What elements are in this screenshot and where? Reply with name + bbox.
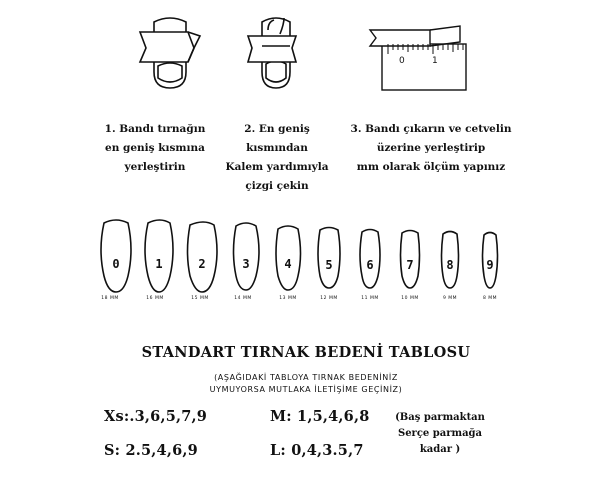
nail-size-label: 0 (112, 257, 120, 271)
size-m: M: 1,5,4,6,8 (270, 408, 370, 425)
nail-width-mm: 10 MM (401, 296, 419, 301)
nail-size-label: 7 (406, 258, 414, 272)
ruler-tick-label: 0 (399, 56, 405, 66)
nail-width-mm: 11 MM (361, 296, 379, 301)
nail-width-mm: 8 MM (482, 296, 498, 301)
nail-size-label: 3 (242, 257, 250, 271)
nail-size-label: 2 (198, 257, 206, 271)
step2-caption: 2. En geniş kısmından Kalem yardımıyla çizgi çekin (225, 123, 329, 192)
nail-size-label: 6 (366, 258, 374, 272)
nail-width-mm: 16 MM (146, 296, 164, 301)
nail-width-mm: 18 MM (101, 296, 119, 301)
note-line-1: (AŞAĞIDAKİ TABLOYA TIRNAK BEDENİNİZ (214, 373, 398, 382)
step1-caption: 1. Bandı tırnağın en geniş kısmına yerleştirin (104, 123, 206, 173)
size-xs: Xs:.3,6,5,7,9 (104, 408, 208, 425)
note-line-2: UYMUYORSA MUTLAKA İLETİŞİME GEÇİNİZ) (209, 385, 403, 394)
nail-size-label: 5 (325, 258, 333, 272)
size-s: S: 2.5,4,6,9 (104, 442, 198, 459)
nail-width-mm: 13 MM (279, 296, 297, 301)
ruler-tick-label: 1 (432, 56, 438, 66)
nail-size-label: 9 (486, 258, 494, 272)
nail-width-mm: 14 MM (234, 296, 252, 301)
nail-width-mm: 12 MM (320, 296, 338, 301)
nail-width-mm: 9 MM (442, 296, 458, 301)
finger-order-note: (Baş parmaktan Serçe parmağa kadar ) (395, 412, 485, 455)
nail-width-mm: 15 MM (191, 296, 209, 301)
nail-size-label: 1 (155, 257, 163, 271)
size-l: L: 0,4,3.5,7 (270, 442, 364, 459)
nail-size-label: 4 (284, 257, 292, 271)
size-table-title: STANDART TIRNAK BEDENİ TABLOSU (141, 344, 471, 361)
nail-size-label: 8 (446, 258, 454, 272)
step3-caption: 3. Bandı çıkarın ve cetvelin üzerine yerleştirip mm olarak ölçüm yapınız (350, 123, 512, 173)
